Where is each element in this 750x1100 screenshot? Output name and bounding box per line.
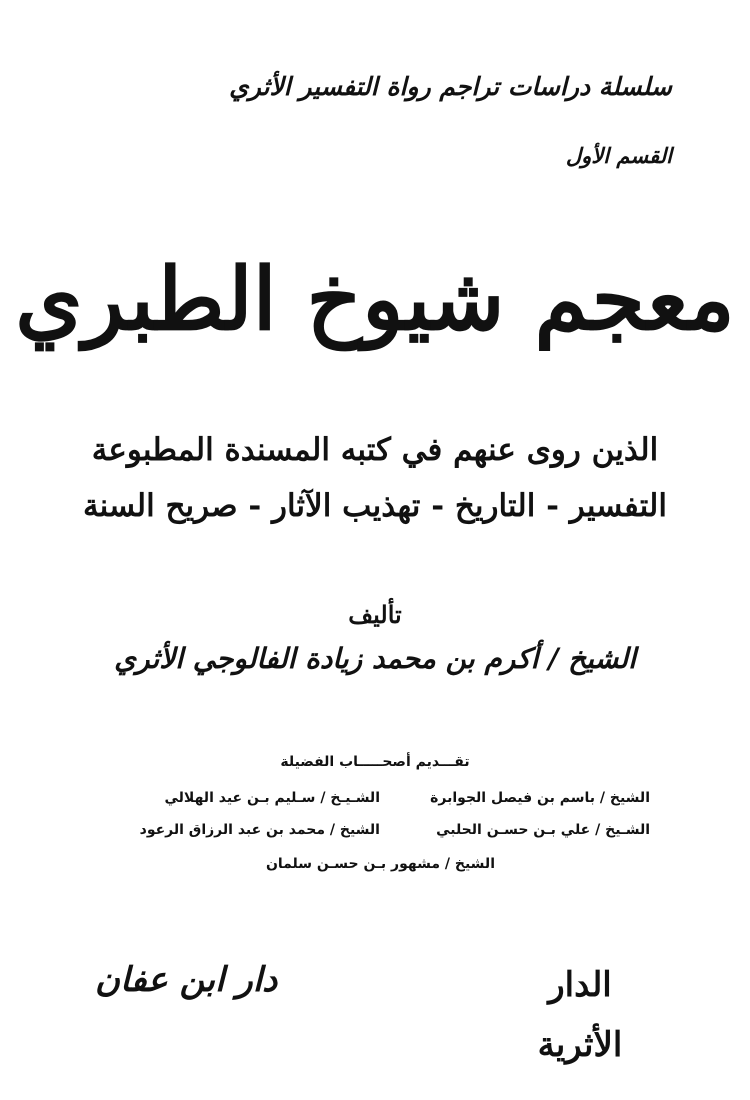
part-label: القسم الأول bbox=[565, 143, 672, 168]
series-title: سلسلة دراسات تراجم رواة التفسير الأثري bbox=[229, 72, 672, 101]
subtitle-line-2: التفسير - التاريخ - تهذيب الآثار - صريح السنة bbox=[83, 488, 667, 524]
author-name: الشيخ / أكرم بن محمد زيادة الفالوجي الأثري bbox=[114, 642, 636, 675]
author-label: تأليف bbox=[348, 600, 402, 629]
publisher-logo-right: الدار الأثرية bbox=[537, 965, 623, 1065]
presenter-name: الشيخ / مشهور بـن حسـن سلمان bbox=[265, 856, 495, 872]
presenter-name: الشـيـخ / سـليم بـن عيد الهلالي bbox=[164, 790, 380, 806]
presenter-name: الشيخ / باسم بن فيصل الجوابرة bbox=[430, 790, 650, 806]
subtitle-line-1: الذين روى عنهم في كتبه المسندة المطبوعة bbox=[91, 432, 659, 468]
presenter-name: الشيخ / محمد بن عبد الرزاق الرعود bbox=[139, 822, 380, 838]
introduction-heading: تقـــديم أصحـــــاب الفضيلة bbox=[280, 754, 470, 770]
publisher-logo-left: دار ابن عفان bbox=[95, 960, 278, 1000]
presenter-name: الشـيخ / علي بـن حسـن الحلبي bbox=[436, 822, 650, 838]
main-title: معجم شيوخ الطبري bbox=[15, 249, 735, 350]
